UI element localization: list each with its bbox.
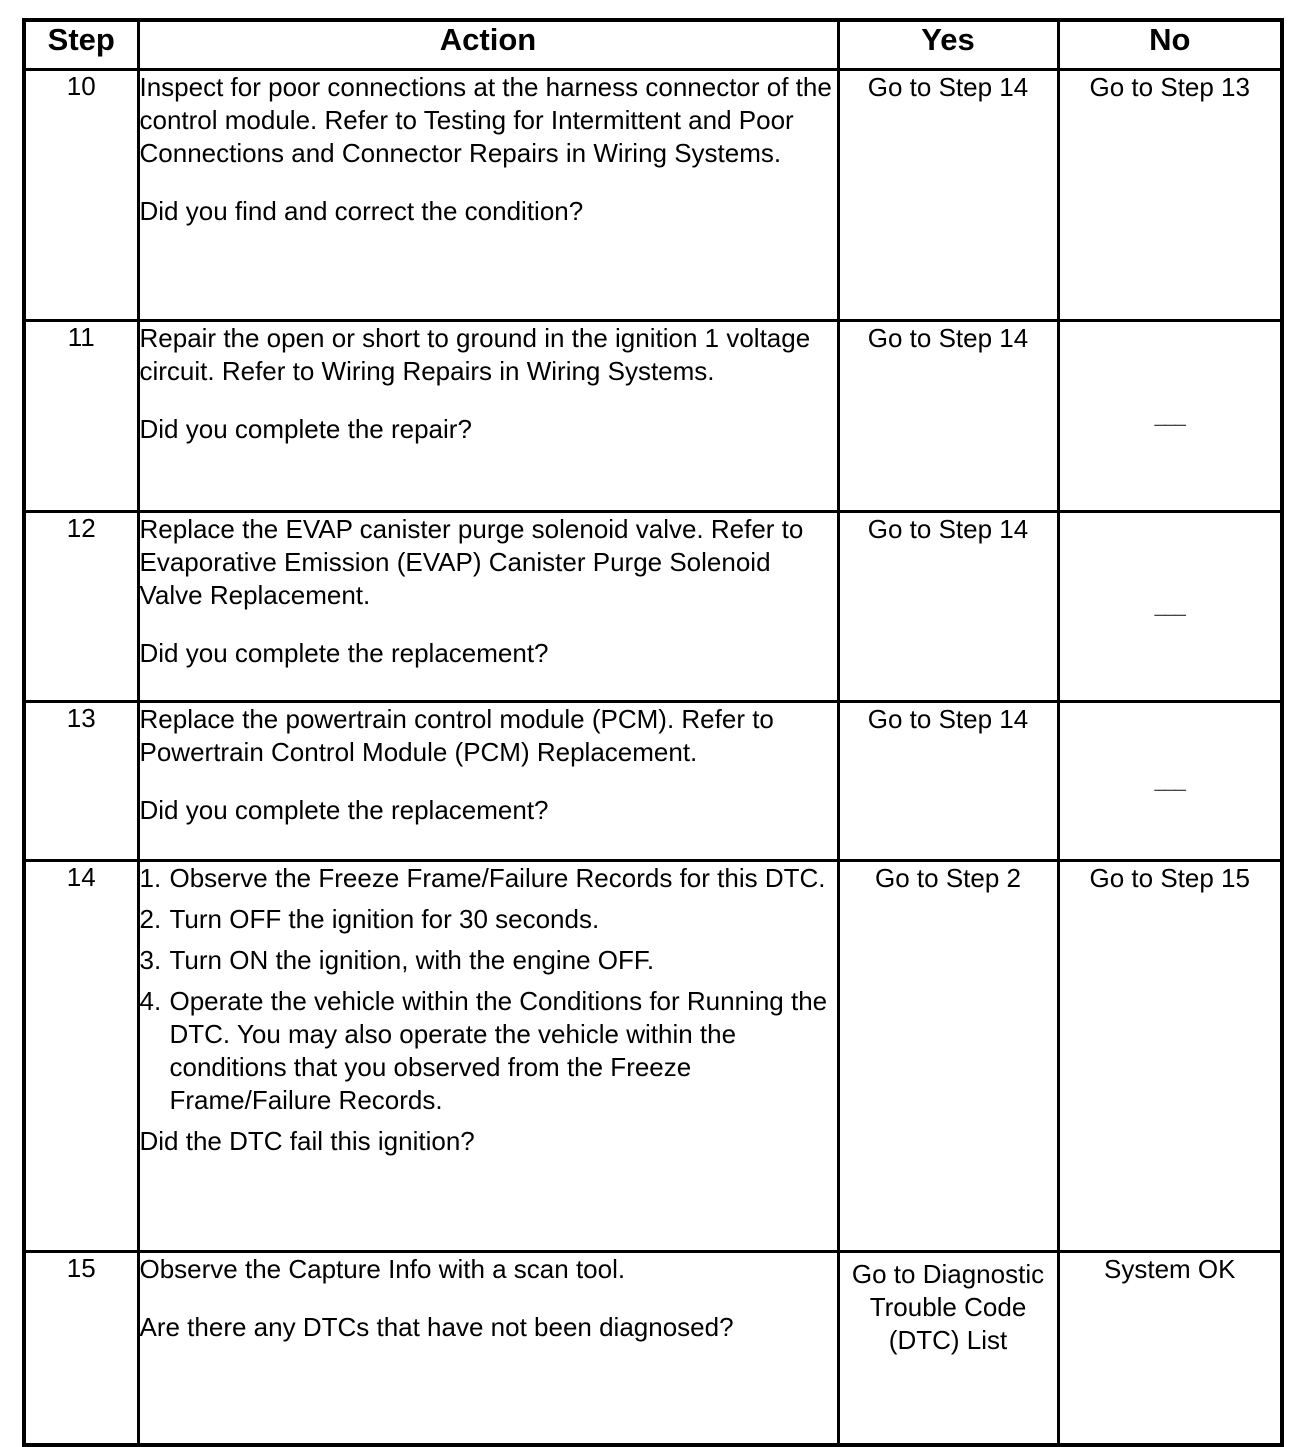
action-cell [138, 702, 838, 861]
header-row [24, 20, 1282, 70]
table-row [24, 702, 1282, 861]
action-question: Are there any DTCs that have not been diagnosed? [139, 1312, 734, 1342]
table-row [24, 512, 1282, 702]
header-step: Step [24, 20, 138, 70]
action-question: Did you complete the replacement? [139, 795, 549, 825]
action-cell [138, 70, 838, 321]
action-question: Did you complete the repair? [139, 414, 472, 444]
step-number: 11 [24, 321, 138, 512]
action-cell [138, 1252, 838, 1446]
action-question: Did you find and correct the condition? [139, 196, 584, 226]
header-no: No [1058, 20, 1282, 70]
step-number: 10 [24, 70, 138, 321]
list-item [140, 985, 837, 1117]
substep-list [140, 862, 837, 1117]
diagnostic-table [22, 18, 1284, 1447]
substep-text: Observe the Freeze Frame/Failure Records for this DTC. [169, 863, 826, 893]
no-cell: Go to Step 15 [1058, 861, 1282, 1252]
table-row [24, 70, 1282, 321]
action-text: Observe the Capture Info with a scan tool. [139, 1254, 626, 1284]
step-number: 15 [24, 1252, 138, 1446]
action-cell [138, 512, 838, 702]
table-row [24, 1252, 1282, 1446]
yes-cell: Go to Step 14 [838, 702, 1058, 861]
substep-number: 4. [139, 986, 162, 1016]
no-cell: ___ [1058, 702, 1282, 861]
substep-number: 2. [139, 904, 162, 934]
list-item [140, 862, 837, 895]
action-text: Replace the powertrain control module (PCM). Refer to Powertrain Control Module (PCM) Replacement. [139, 704, 774, 767]
action-question: Did you complete the replacement? [139, 638, 549, 668]
table-row [24, 321, 1282, 512]
yes-cell: Go to Step 14 [838, 512, 1058, 702]
header-yes: Yes [838, 20, 1058, 70]
step-number: 12 [24, 512, 138, 702]
substep-text: Operate the vehicle within the Conditions for Running the DTC. You may also operate the vehicle within the conditions that you observed from the Freeze Frame/Failure Records. [169, 986, 828, 1115]
action-question: Did the DTC fail this ignition? [139, 1126, 475, 1156]
action-text: Repair the open or short to ground in the ignition 1 voltage circuit. Refer to Wiring Repairs in Wiring Systems. [139, 323, 811, 386]
yes-cell: Go to Step 2 [838, 861, 1058, 1252]
yes-cell: Go to Step 14 [838, 321, 1058, 512]
no-cell: Go to Step 13 [1058, 70, 1282, 321]
yes-cell: Go to Diagnostic Trouble Code (DTC) List [838, 1252, 1058, 1446]
substep-text: Turn ON the ignition, with the engine OFF. [169, 945, 655, 975]
header-action: Action [138, 20, 838, 70]
action-cell [138, 321, 838, 512]
no-cell: System OK [1058, 1252, 1282, 1446]
yes-cell: Go to Step 14 [838, 70, 1058, 321]
no-cell: ___ [1058, 321, 1282, 512]
list-item [140, 944, 837, 977]
substep-number: 3. [139, 945, 162, 975]
action-cell [138, 861, 838, 1252]
action-text: Inspect for poor connections at the harness connector of the control module. Refer to Testing for Intermittent and Poor Connections and Connector Repairs in Wiring Systems. [139, 72, 832, 168]
substep-text: Turn OFF the ignition for 30 seconds. [169, 904, 600, 934]
table-row [24, 861, 1282, 1252]
action-text: Replace the EVAP canister purge solenoid valve. Refer to Evaporative Emission (EVAP) Canister Purge Solenoid Valve Replacement. [139, 514, 804, 610]
step-number: 14 [24, 861, 138, 1252]
list-item [140, 903, 837, 936]
substep-number: 1. [139, 863, 162, 893]
step-number: 13 [24, 702, 138, 861]
no-cell: ___ [1058, 512, 1282, 702]
